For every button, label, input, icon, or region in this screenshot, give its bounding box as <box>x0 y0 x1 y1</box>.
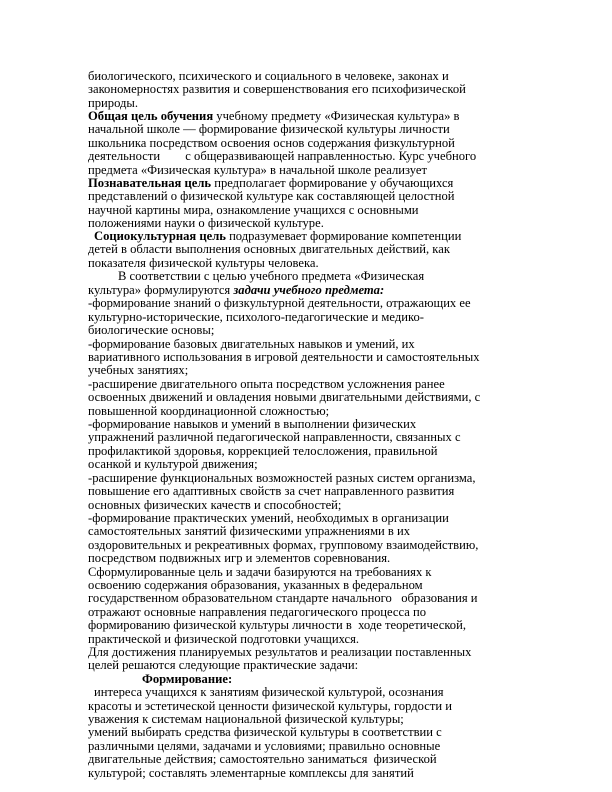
task-line: государственном образовательном стандарте начального образования и <box>88 591 478 606</box>
text-line: биологического, психического и социального в человеке, законах и <box>88 70 449 83</box>
task-line: повышение его адаптивных свойств за счет направленного развития <box>88 484 455 499</box>
text-line: предмета «Физическая культура» в начальной школе реализует <box>88 162 427 177</box>
task-line: -расширение функциональных возможностей разных систем организма, <box>88 470 476 485</box>
text-line: школьника посредством освоения основ содержания физкультурной <box>88 135 455 150</box>
task-line: -формирование практических умений, необходимых в организации <box>88 510 449 525</box>
task-line: -расширение двигательного опыта посредством усложнения ранее <box>88 376 445 391</box>
task-line: оздоровительных и рекреативных формах, групповому взаимодействию, <box>88 537 479 552</box>
text-line: детей в области выполнения основных двигательных действий, как <box>88 242 450 257</box>
task-line: -формирование базовых двигательных навыков и умений, их <box>88 336 415 351</box>
task-line: -формирование навыков и умений в выполнении физических <box>88 417 417 432</box>
text-line: представлений о физической культуре как составляющей целостной <box>88 189 455 204</box>
task-line: целей решаются следующие практические задачи: <box>88 658 359 673</box>
cognitive-heading: Познавательная цель <box>88 177 212 190</box>
task-line: осанкой и культурой движения; <box>88 457 258 472</box>
tasks-heading: задачи учебного предмета: <box>233 284 385 297</box>
task-line: учебных занятиях; <box>88 363 189 378</box>
task-line: упражнений различной педагогической направленности, связанных с <box>88 430 461 445</box>
text-line: деятельности с общеразвивающей направленностью. Курс учебного <box>88 149 477 164</box>
task-line: посредством подвижных игр и элементов соревнования. <box>88 551 391 566</box>
task-line: отражают основные направления педагогического процесса по <box>88 604 427 619</box>
text-line: показателя физической культуры человека. <box>88 255 319 270</box>
text-line <box>88 177 524 190</box>
task-line: основных физических качеств и способностей; <box>88 497 342 512</box>
task-line: освоению содержания образования, указанных в федеральном <box>88 577 423 592</box>
text-line: научной картины мира, ознакомление учащихся с основными <box>88 202 419 217</box>
task-line: самостоятельных занятий физическими упражнениями в их <box>88 524 411 539</box>
task-line: вариативного использования в игровой деятельности и самостоятельных <box>88 350 480 365</box>
text-line <box>88 284 524 297</box>
text-line: умений выбирать средства физической культуры в соответствии с <box>88 725 442 740</box>
task-line: повышенной координационной сложностью; <box>88 403 330 418</box>
text-line: интереса учащихся к занятиям физической культурой, осознания <box>94 685 444 700</box>
tasks-section <box>88 284 524 780</box>
text-line: культурой; составлять элементарные комплексы для занятий <box>88 765 414 780</box>
text-line: двигательные действия; самостоятельно заниматься физической <box>88 752 437 767</box>
text-line <box>88 230 524 243</box>
task-line: профилактикой здоровья, коррекцией телосложения, правильной <box>88 443 438 458</box>
cognitive-first-line: предполагает формирование у обучающихся <box>211 177 454 190</box>
task-line: Для достижения планируемых результатов и реализации поставленных <box>88 644 472 659</box>
text-line: начальной школе — формирование физической культуры личности <box>88 122 450 137</box>
formation-heading: Формирование: <box>142 671 233 686</box>
task-line: Сформулированные цель и задачи базируются на требованиях к <box>88 564 432 579</box>
intro-paragraph <box>88 70 524 110</box>
text-line: природы. <box>88 95 139 110</box>
text-line: красоты и эстетической ценности физической культуры, гордости и <box>88 698 452 713</box>
task-line: практической и физической подготовки учащихся. <box>88 631 360 646</box>
cognitive-paragraph <box>88 177 524 230</box>
sociocultural-heading: Социокультурная цель <box>94 230 226 243</box>
goal-first-line: учебному предмету «Физическая культура» в <box>213 110 460 123</box>
task-line: культурно-исторические, психолого-педагогические и медико- <box>88 309 424 324</box>
text-line: уважения к системам национальной физической культуры; <box>88 712 404 726</box>
task-line: биологические основы; <box>88 323 215 338</box>
text-line: закономерностях развития и совершенствования его психофизической <box>88 82 466 97</box>
tasks-intro: культура» формулируются <box>88 284 234 297</box>
goal-heading: Общая цель обучения <box>88 110 214 123</box>
goal-paragraph <box>88 110 524 177</box>
text-line: В соответствии с целью учебного предмета «Физическая <box>118 269 425 284</box>
sociocultural-first-line: подразумевает формирование компетенции <box>225 230 462 243</box>
text-line: различными целями, задачами и условиями; правильно основные <box>88 738 441 753</box>
sociocultural-paragraph <box>88 230 524 284</box>
task-line: формированию физической культуры личности в ходе теоретической, <box>88 618 466 633</box>
task-line: -формирование знаний о физкультурной деятельности, отражающих ее <box>88 296 471 311</box>
text-line: положениями науки о физической культуре. <box>88 216 324 230</box>
task-line: освоенных движений и овладения новыми двигательными действиями, с <box>88 390 481 405</box>
text-line <box>88 110 524 123</box>
